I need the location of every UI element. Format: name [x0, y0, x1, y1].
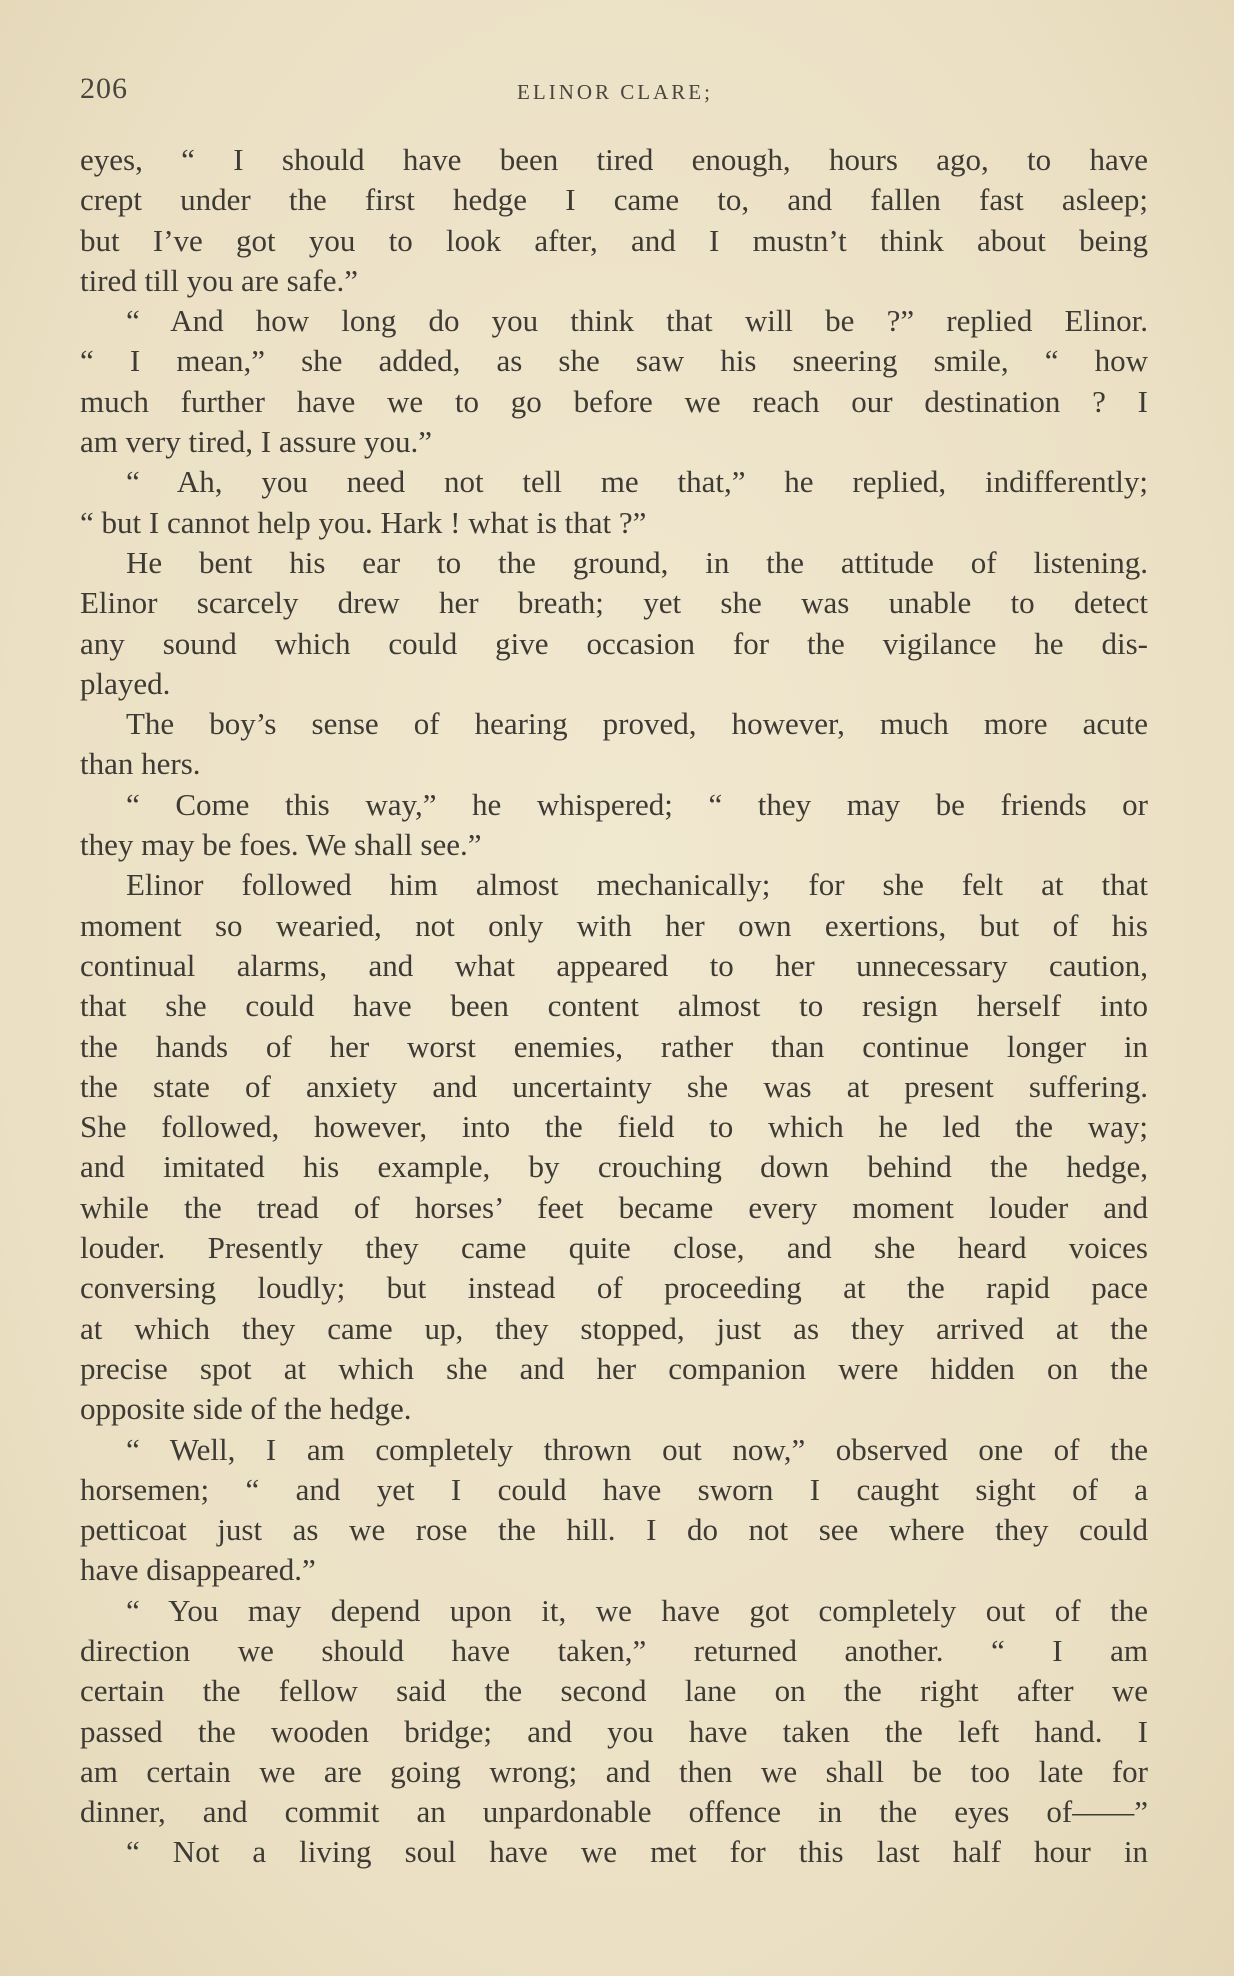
text-line: “ Well, I am completely thrown out now,” observed one of the — [126, 1431, 1148, 1467]
text-line: am very tired, I assure you.” — [80, 424, 433, 460]
text-line: eyes, “ I should have been tired enough, hours ago, to have — [80, 142, 1148, 177]
text-line: “ You may depend upon it, we have got completely out of the — [126, 1592, 1148, 1628]
text-line: dinner, and commit an unpardonable offence in the eyes of——” — [80, 1794, 1148, 1830]
text-line: horsemen; “ and yet I could have sworn I caught sight of a — [80, 1471, 1148, 1507]
running-head: ELINOR CLARE; — [517, 80, 713, 104]
body-text — [80, 140, 1148, 1873]
text-line: while the tread of horses’ feet became every moment louder and — [80, 1189, 1148, 1225]
text-line: “ Ah, you need not tell me that,” he replied, indifferently; — [126, 464, 1148, 500]
text-line: continual alarms, and what appeared to her unnecessary caution, — [80, 947, 1148, 983]
text-line: She followed, however, into the field to which he led the way; — [80, 1109, 1148, 1145]
text-line: passed the wooden bridge; and you have taken the left hand. I — [80, 1713, 1148, 1749]
text-line: the state of anxiety and uncertainty she was at present suffering. — [80, 1068, 1148, 1104]
text-line: “ And how long do you think that will be ?” replied Elinor. — [126, 303, 1148, 339]
text-line: opposite side of the hedge. — [80, 1391, 412, 1427]
text-line: much further have we to go before we reach our destination ? I — [80, 383, 1148, 419]
text-line: The boy’s sense of hearing proved, however, much more acute — [126, 706, 1148, 742]
text-line: certain the fellow said the second lane on the right after we — [80, 1673, 1148, 1709]
text-line: at which they came up, they stopped, just as they arrived at the — [80, 1310, 1148, 1346]
text-line: moment so wearied, not only with her own exertions, but of his — [80, 907, 1148, 943]
text-line: have disappeared.” — [80, 1552, 316, 1588]
text-line: “ Come this way,” he whispered; “ they may be friends or — [126, 786, 1148, 822]
text-line: and imitated his example, by crouching down behind the hedge, — [80, 1149, 1148, 1185]
text-line: crept under the first hedge I came to, and fallen fast asleep; — [80, 182, 1148, 218]
text-line: Elinor followed him almost mechanically; for she felt at that — [126, 867, 1148, 903]
text-line: “ but I cannot help you. Hark ! what is that ?” — [80, 504, 647, 540]
text-line: direction we should have taken,” returned another. “ I am — [80, 1632, 1148, 1668]
text-line: am certain we are going wrong; and then we shall be too late for — [80, 1753, 1148, 1789]
text-line: any sound which could give occasion for the vigilance he dis- — [80, 625, 1148, 661]
text-line: Elinor scarcely drew her breath; yet she was unable to detect — [80, 585, 1148, 621]
text-line: but I’ve got you to look after, and I mustn’t think about being — [80, 222, 1148, 258]
text-line: petticoat just as we rose the hill. I do not see where they could — [80, 1512, 1148, 1548]
page-header — [80, 72, 1150, 112]
text-line: “ I mean,” she added, as she saw his sneering smile, “ how — [80, 343, 1148, 379]
text-line: tired till you are safe.” — [80, 262, 359, 298]
text-line: louder. Presently they came quite close, and she heard voices — [80, 1230, 1148, 1266]
page-number: 206 — [80, 72, 128, 105]
text-line: they may be foes. We shall see.” — [80, 827, 482, 863]
text-line: He bent his ear to the ground, in the attitude of listening. — [126, 544, 1148, 580]
text-line: precise spot at which she and her companion were hidden on the — [80, 1350, 1148, 1386]
text-line: played. — [80, 665, 171, 701]
text-line: than hers. — [80, 746, 201, 782]
text-line: “ Not a living soul have we met for this last half hour in — [126, 1834, 1148, 1870]
text-line: conversing loudly; but instead of proceeding at the rapid pace — [80, 1270, 1148, 1306]
text-line: that she could have been content almost to resign herself into — [80, 988, 1148, 1024]
text-line: the hands of her worst enemies, rather than continue longer in — [80, 1028, 1148, 1064]
